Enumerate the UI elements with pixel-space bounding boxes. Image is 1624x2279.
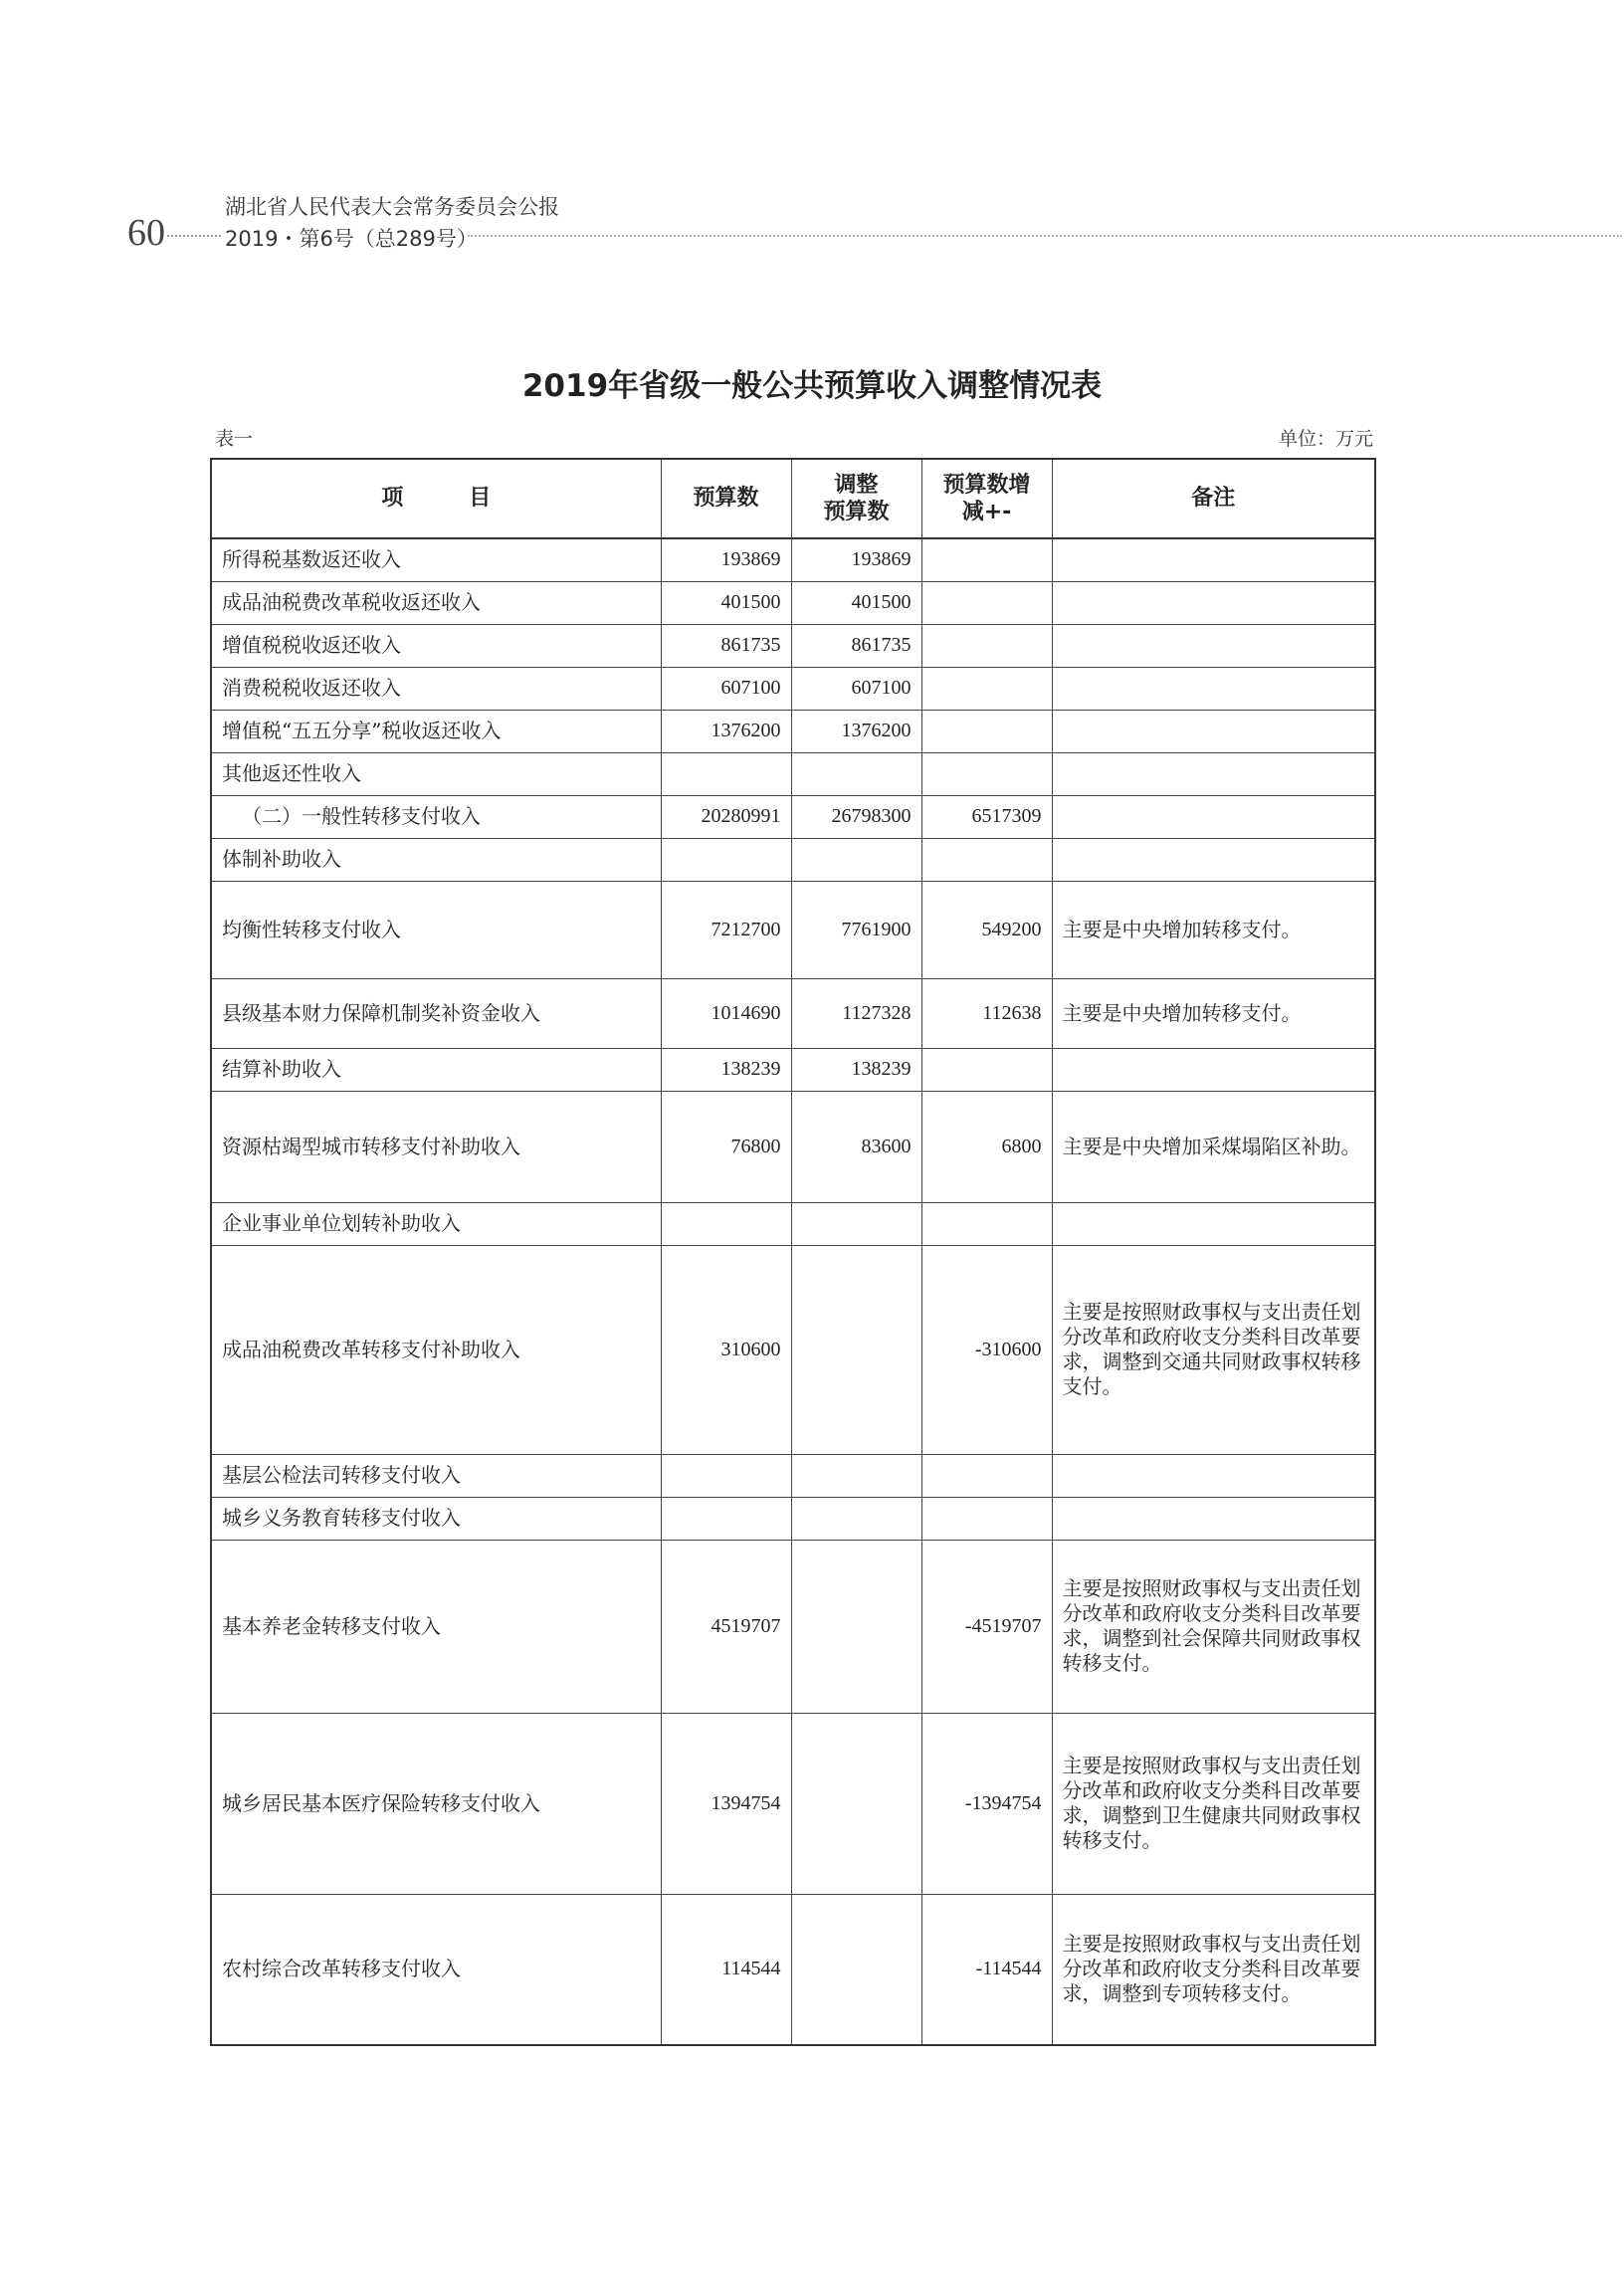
row-item: 城乡居民基本医疗保险转移支付收入 (211, 1713, 661, 1894)
col-header-adjusted-line2: 预算数 (823, 500, 890, 524)
header-leader-dots (167, 235, 221, 237)
row-item: 企业事业单位划转补助收入 (211, 1202, 661, 1245)
row-change (921, 1454, 1052, 1497)
col-header-adjusted (791, 459, 921, 538)
table-row (211, 795, 1375, 838)
row-item: 城乡义务教育转移支付收入 (211, 1497, 661, 1540)
table-row (211, 538, 1375, 581)
row-note: 主要是按照财政事权与支出责任划分改革和政府收支分类科目改革要求，调整到交通共同财政事权转移支付。 (1052, 1245, 1375, 1454)
page-number: 60 (127, 212, 165, 254)
row-budget: 401500 (661, 581, 791, 624)
row-note (1052, 1497, 1375, 1540)
row-budget: 1394754 (661, 1713, 791, 1894)
col-header-budget: 预算数 (661, 459, 791, 538)
row-budget: 7212700 (661, 881, 791, 978)
row-note: 主要是中央增加采煤塌陷区补助。 (1052, 1091, 1375, 1202)
row-change (921, 752, 1052, 795)
row-change: -114544 (921, 1894, 1052, 2045)
row-budget: 310600 (661, 1245, 791, 1454)
table-row (211, 1454, 1375, 1497)
row-change: -4519707 (921, 1540, 1052, 1713)
table-row (211, 838, 1375, 881)
table-row (211, 667, 1375, 710)
row-change (921, 624, 1052, 667)
col-header-change (921, 459, 1052, 538)
row-budget: 76800 (661, 1091, 791, 1202)
table-row (211, 1540, 1375, 1713)
row-adjusted (791, 1454, 921, 1497)
row-budget: 1014690 (661, 978, 791, 1048)
row-adjusted: 193869 (791, 538, 921, 581)
table-row (211, 1497, 1375, 1540)
row-item: 增值税税收返还收入 (211, 624, 661, 667)
row-budget (661, 1454, 791, 1497)
row-budget: 138239 (661, 1048, 791, 1091)
issue-number: 2019・第6号（总289号） (225, 227, 478, 251)
col-header-change-line2: 减+- (961, 500, 1012, 524)
table-row (211, 1713, 1375, 1894)
row-note (1052, 624, 1375, 667)
row-adjusted (791, 1540, 921, 1713)
table-row (211, 1202, 1375, 1245)
row-change: 6800 (921, 1091, 1052, 1202)
publication-name: 湖北省人民代表大会常务委员会公报 (225, 195, 559, 219)
row-item: 消费税税收返还收入 (211, 667, 661, 710)
row-budget: 114544 (661, 1894, 791, 2045)
row-note (1052, 1454, 1375, 1497)
row-adjusted: 26798300 (791, 795, 921, 838)
document-title: 2019年省级一般公共预算收入调整情况表 (521, 368, 1103, 404)
row-note: 主要是中央增加转移支付。 (1052, 881, 1375, 978)
row-change (921, 838, 1052, 881)
row-adjusted: 1127328 (791, 978, 921, 1048)
row-budget: 193869 (661, 538, 791, 581)
row-note (1052, 752, 1375, 795)
row-adjusted (791, 1245, 921, 1454)
row-note (1052, 1202, 1375, 1245)
budget-table (210, 458, 1376, 2046)
row-adjusted (791, 1713, 921, 1894)
col-header-item: 项 目 (211, 459, 661, 538)
header-rule (468, 235, 1622, 237)
row-item: 增值税“五五分享”税收返还收入 (211, 710, 661, 752)
unit-label: 单位：万元 (1278, 428, 1373, 450)
col-header-change-line1: 预算数增 (942, 472, 1031, 498)
row-note (1052, 538, 1375, 581)
row-note: 主要是按照财政事权与支出责任划分改革和政府收支分类科目改革要求，调整到专项转移支付。 (1052, 1894, 1375, 2045)
row-change: 6517309 (921, 795, 1052, 838)
row-adjusted (791, 1202, 921, 1245)
row-adjusted (791, 1497, 921, 1540)
row-note: 主要是中央增加转移支付。 (1052, 978, 1375, 1048)
table-header-row (211, 459, 1375, 538)
row-item: 成品油税费改革转移支付补助收入 (211, 1245, 661, 1454)
row-note (1052, 1048, 1375, 1091)
row-budget: 1376200 (661, 710, 791, 752)
row-budget: 861735 (661, 624, 791, 667)
row-adjusted: 7761900 (791, 881, 921, 978)
row-item: 成品油税费改革税收返还收入 (211, 581, 661, 624)
row-budget (661, 1497, 791, 1540)
table-row (211, 1091, 1375, 1202)
row-item: 农村综合改革转移支付收入 (211, 1894, 661, 2045)
col-header-note: 备注 (1052, 459, 1375, 538)
row-change (921, 1497, 1052, 1540)
row-adjusted (791, 1894, 921, 2045)
row-item: 基本养老金转移支付收入 (211, 1540, 661, 1713)
table-label: 表一 (215, 428, 254, 450)
row-change (921, 581, 1052, 624)
table-row (211, 978, 1375, 1048)
table-row (211, 752, 1375, 795)
row-item: （二）一般性转移支付收入 (211, 795, 661, 838)
row-change (921, 1202, 1052, 1245)
table-row (211, 1245, 1375, 1454)
row-budget (661, 1202, 791, 1245)
row-item: 县级基本财力保障机制奖补资金收入 (211, 978, 661, 1048)
row-adjusted: 861735 (791, 624, 921, 667)
row-change: 112638 (921, 978, 1052, 1048)
row-adjusted (791, 752, 921, 795)
row-budget (661, 752, 791, 795)
row-note (1052, 667, 1375, 710)
row-change: 549200 (921, 881, 1052, 978)
row-item: 体制补助收入 (211, 838, 661, 881)
row-adjusted: 607100 (791, 667, 921, 710)
row-note: 主要是按照财政事权与支出责任划分改革和政府收支分类科目改革要求，调整到卫生健康共同财政事权转移支付。 (1052, 1713, 1375, 1894)
table-row (211, 581, 1375, 624)
row-budget (661, 838, 791, 881)
row-item: 均衡性转移支付收入 (211, 881, 661, 978)
row-budget: 607100 (661, 667, 791, 710)
row-change (921, 1048, 1052, 1091)
row-item: 基层公检法司转移支付收入 (211, 1454, 661, 1497)
row-adjusted: 83600 (791, 1091, 921, 1202)
row-adjusted: 401500 (791, 581, 921, 624)
row-item: 结算补助收入 (211, 1048, 661, 1091)
row-note (1052, 581, 1375, 624)
table-row (211, 1894, 1375, 2045)
row-change (921, 710, 1052, 752)
row-note (1052, 710, 1375, 752)
row-change: -310600 (921, 1245, 1052, 1454)
row-item: 其他返还性收入 (211, 752, 661, 795)
row-budget: 4519707 (661, 1540, 791, 1713)
row-item: 所得税基数返还收入 (211, 538, 661, 581)
row-note: 主要是按照财政事权与支出责任划分改革和政府收支分类科目改革要求，调整到社会保障共同财政事权转移支付。 (1052, 1540, 1375, 1713)
row-note (1052, 795, 1375, 838)
table-row (211, 1048, 1375, 1091)
table-row (211, 624, 1375, 667)
row-change (921, 538, 1052, 581)
row-budget: 20280991 (661, 795, 791, 838)
table-row (211, 710, 1375, 752)
col-header-adjusted-line1: 调整 (834, 472, 879, 498)
row-adjusted (791, 838, 921, 881)
row-note (1052, 838, 1375, 881)
row-change (921, 667, 1052, 710)
row-adjusted: 138239 (791, 1048, 921, 1091)
table-row (211, 881, 1375, 978)
row-change: -1394754 (921, 1713, 1052, 1894)
row-adjusted: 1376200 (791, 710, 921, 752)
row-item: 资源枯竭型城市转移支付补助收入 (211, 1091, 661, 1202)
